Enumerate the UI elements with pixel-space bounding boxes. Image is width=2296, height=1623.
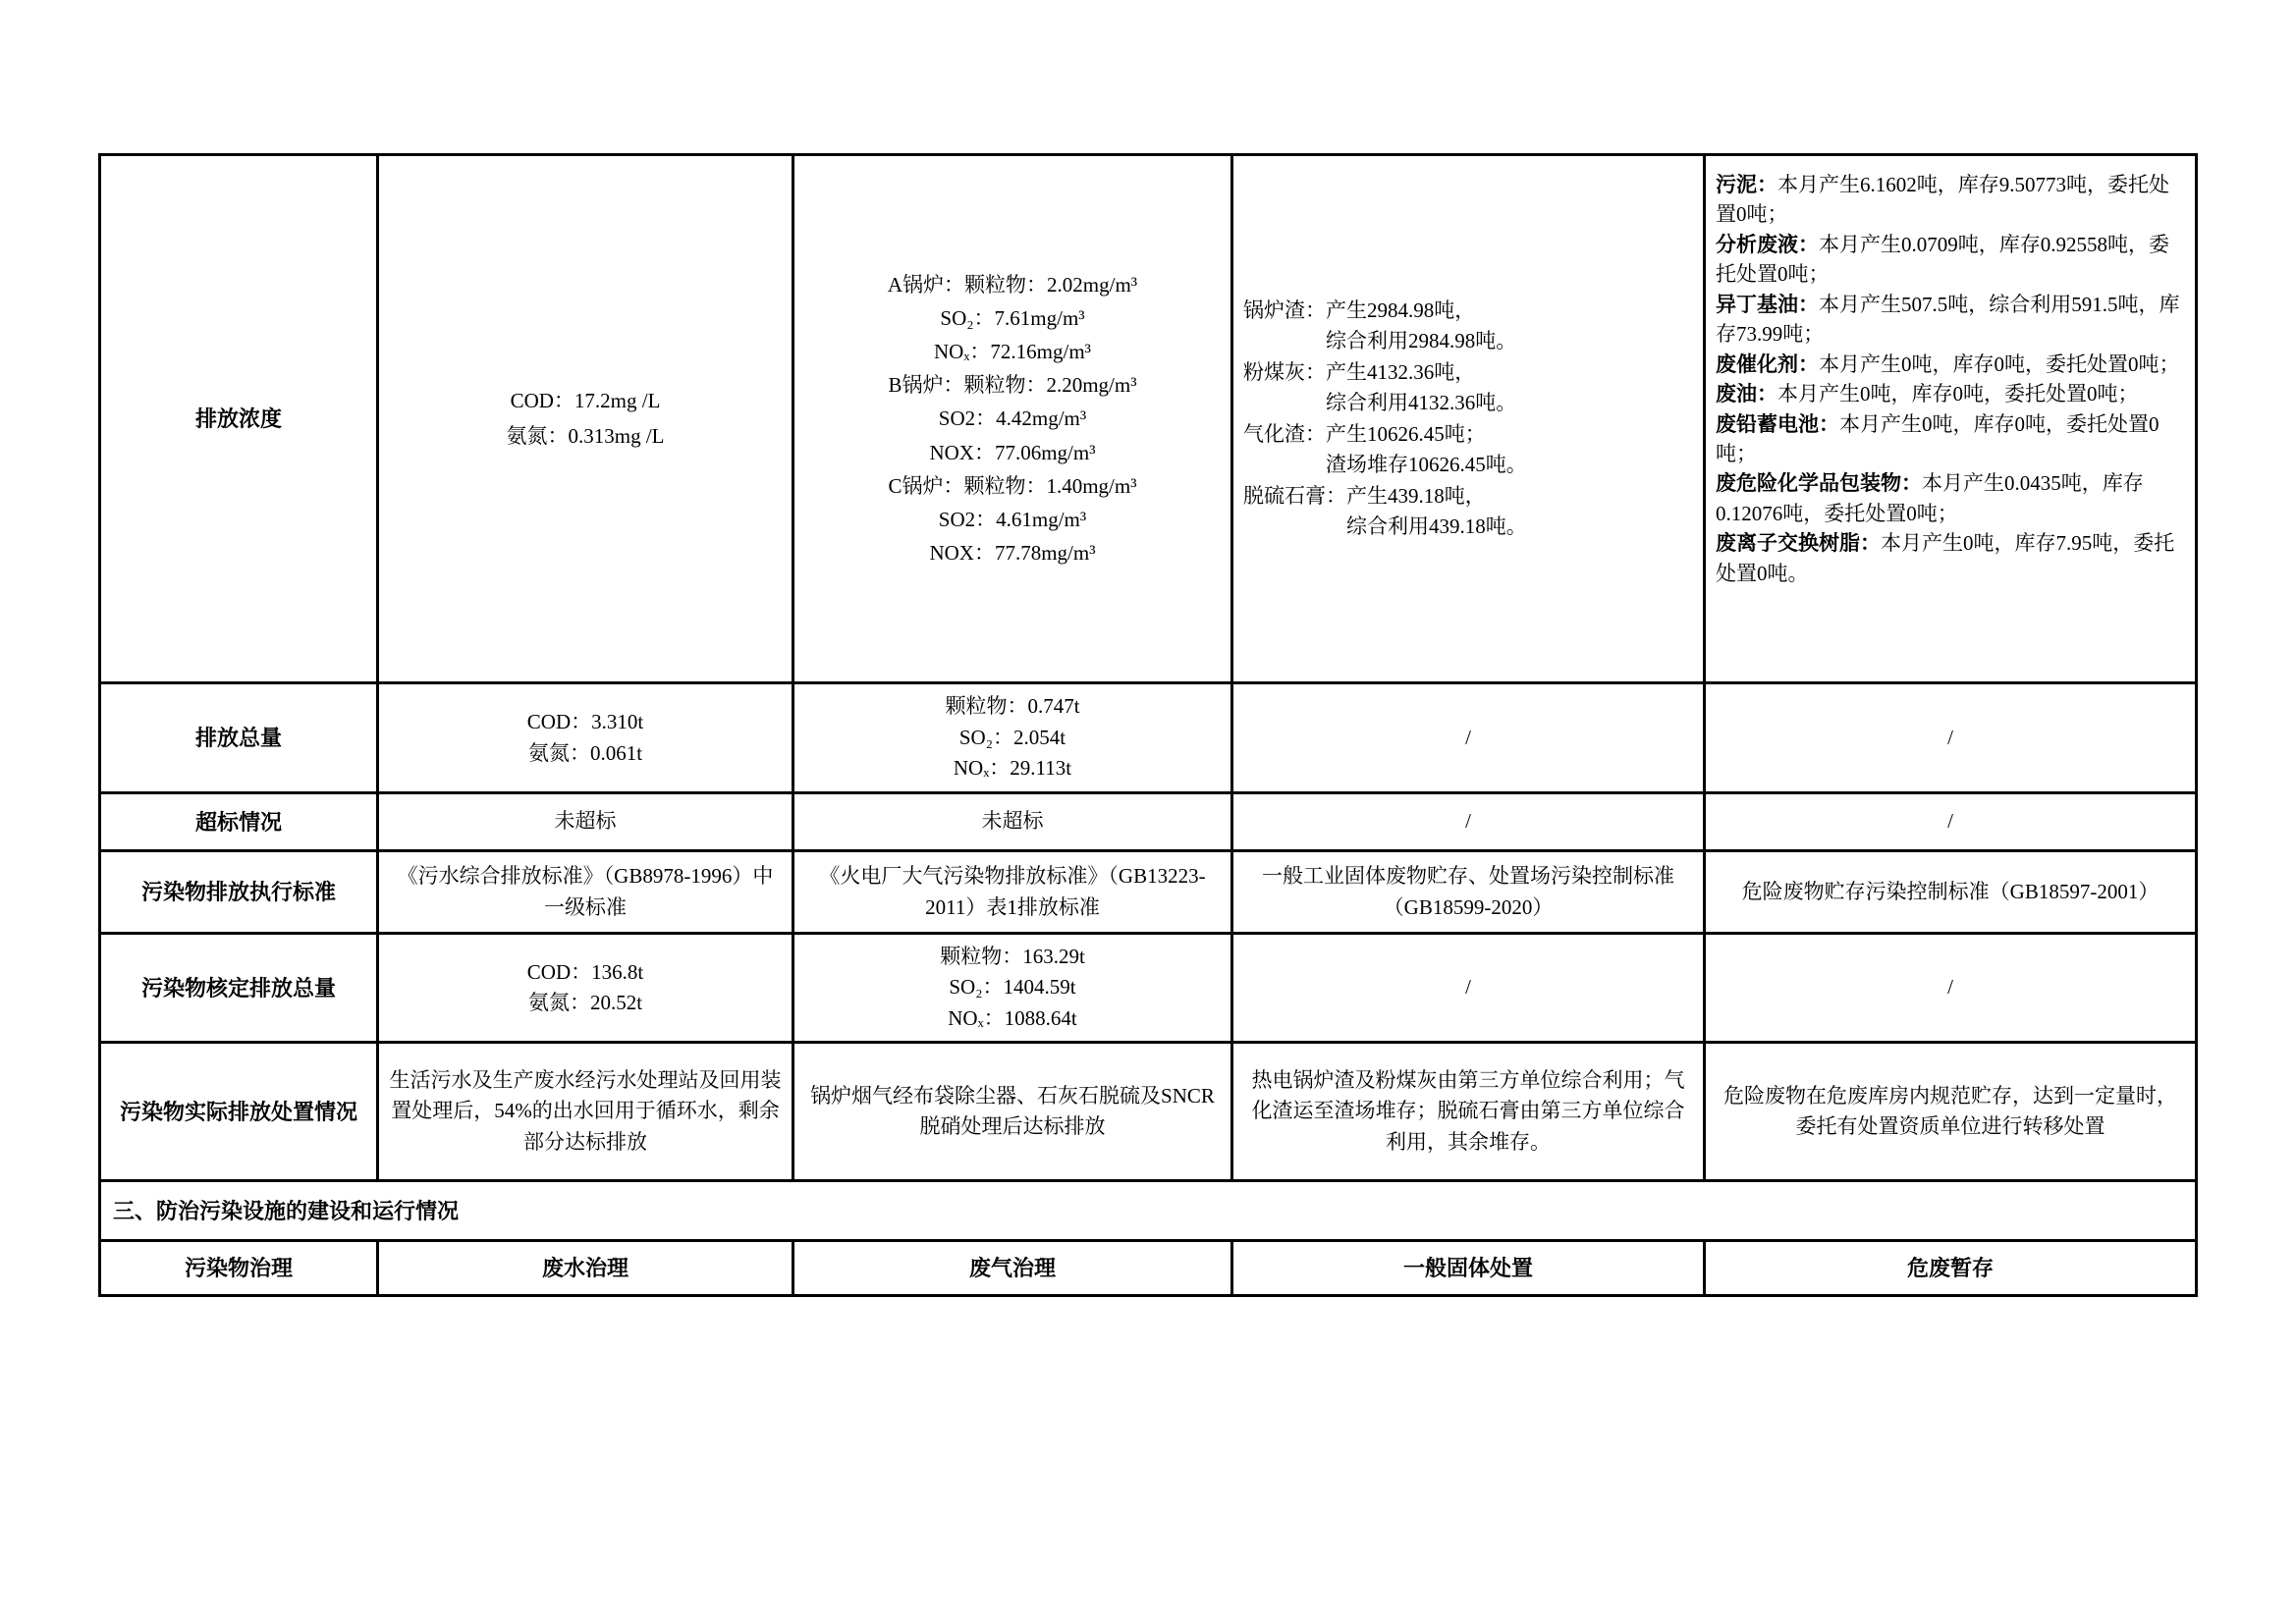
pollution-report-table [98,153,2198,1297]
text-line: 颗粒物：163.29t [940,944,1085,968]
row-label-emission-concentration: 排放浓度 [100,155,378,683]
text-line: SO2：4.61mg/m³ [938,507,1087,531]
solid-waste-item-line1: 产生4132.36吨， [1326,359,1476,384]
text-line: 氨氮：0.313mg /L [506,423,665,448]
text-line: 氨氮：20.52t [527,991,643,1014]
solid-waste-item [1243,419,1693,481]
solid-waste-item-line2: 综合利用4132.36吨。 [1326,391,1517,414]
solid-waste-item-line2: 综合利用439.18吨。 [1346,514,1527,538]
cell-concentration-hazardous-waste [1705,155,2197,683]
text-line: NOX：77.78mg/m³ [929,540,1096,565]
solid-waste-item-line1: 产生10626.45吨； [1326,421,1486,446]
hazardous-waste-item [1716,350,2185,379]
cell-standards-solid-waste: 一般工业固体废物贮存、处置场污染控制标准（GB18599-2020） [1232,851,1705,934]
solid-waste-item-line1: 产生2984.98吨， [1326,298,1476,322]
cell-concentration-solid-waste [1232,155,1705,683]
treatment-header-hazardous-storage: 危废暂存 [1705,1241,2197,1296]
treatment-header-flue-gas: 废气治理 [793,1241,1232,1296]
hazardous-waste-item [1716,379,2185,408]
hazardous-waste-item-text: 本月产生0.0435吨，库存0.12076吨，委托处置0吨； [1716,471,2144,525]
hazardous-waste-item-text: 本月产生0吨，库存0吨，委托处置0吨； [1819,352,2180,376]
cell-exceedance-solid-waste: / [1232,793,1705,851]
text-line: SO₂：7.61mg/m³ [940,306,1085,331]
row-emission-concentration [100,155,2197,683]
cell-total-flue-gas [793,683,1232,793]
hazardous-waste-item [1716,528,2185,588]
hazardous-waste-item-label: 废油： [1716,382,1777,406]
text-line: COD：136.8t [526,959,644,984]
row-emission-total [100,683,2197,793]
solid-waste-item-line2: 渣场堆存10626.45吨。 [1326,453,1527,476]
cell-disposal-wastewater: 生活污水及生产废水经污水处理站及回用装置处理后，54%的出水回用于循环水，剩余部分达标排放 [378,1043,793,1181]
row-actual-disposal [100,1043,2197,1181]
cell-disposal-hazardous-waste: 危险废物在危废库房内规范贮存，达到一定量时，委托有处置资质单位进行转移处置 [1705,1043,2197,1181]
row-label-emission-total: 排放总量 [100,683,378,793]
row-standards [100,851,2197,934]
solid-waste-item [1243,357,1693,419]
hazardous-waste-item-label: 废催化剂： [1716,352,1819,376]
hazardous-waste-item-text: 本月产生0.0709吨，库存0.92558吨，委托处置0吨； [1716,232,2169,287]
solid-waste-item [1243,481,1693,543]
section3-title: 三、防治污染设施的建设和运行情况 [100,1181,2197,1241]
hazardous-waste-item-text: 本月产生0吨，库存0吨，委托处置0吨； [1716,411,2159,465]
treatment-header-wastewater: 废水治理 [378,1241,793,1296]
row-treatment-header [100,1241,2197,1296]
hazardous-waste-item-text: 本月产生507.5吨，综合利用591.5吨，库存73.99吨； [1716,292,2180,347]
text-line: COD：3.310t [526,710,644,733]
hazardous-waste-item-label: 废离子交换树脂： [1716,531,1881,556]
treatment-header-pollutant: 污染物治理 [100,1241,378,1296]
hazardous-waste-item-label: 废铅蓄电池： [1716,411,1839,436]
row-label-actual-disposal: 污染物实际排放处置情况 [100,1043,378,1181]
cell-total-wastewater [378,683,793,793]
row-label-standards: 污染物排放执行标准 [100,851,378,934]
cell-standards-flue-gas: 《火电厂大气污染物排放标准》（GB13223-2011）表1排放标准 [793,851,1232,934]
text-line: NOₓ：29.113t [953,756,1072,781]
row-exceedance [100,793,2197,851]
solid-waste-item [1243,296,1693,357]
cell-standards-wastewater: 《污水综合排放标准》（GB8978-1996）中一级标准 [378,851,793,934]
cell-approved-flue-gas [793,934,1232,1043]
text-line: COD：17.2mg /L [510,388,661,412]
cell-exceedance-flue-gas: 未超标 [793,793,1232,851]
text-line: 氨氮：0.061t [527,740,643,765]
cell-disposal-solid-waste: 热电锅炉渣及粉煤灰由第三方单位综合利用；气化渣运至渣场堆存；脱硫石膏由第三方单位综合利用，其余堆存。 [1232,1043,1705,1181]
text-line: SO2：4.42mg/m³ [938,406,1087,431]
row-label-approved-total: 污染物核定排放总量 [100,934,378,1043]
hazardous-waste-item [1716,468,2185,528]
text-line: B锅炉：颗粒物：2.20mg/m³ [888,373,1137,398]
solid-waste-item-label: 锅炉渣： [1243,298,1326,322]
hazardous-waste-item-label: 异丁基油： [1716,292,1819,316]
text-line: SO₂：1404.59t [949,975,1076,1000]
solid-waste-item-label: 脱硫石膏： [1243,483,1346,508]
cell-concentration-flue-gas [793,155,1232,683]
cell-concentration-wastewater [378,155,793,683]
cell-approved-hazardous-waste: / [1705,934,2197,1043]
cell-exceedance-wastewater: 未超标 [378,793,793,851]
treatment-header-general-solid: 一般固体处置 [1232,1241,1705,1296]
solid-waste-item-label: 气化渣： [1243,421,1326,446]
row-label-exceedance: 超标情况 [100,793,378,851]
hazardous-waste-item [1716,290,2185,350]
cell-approved-solid-waste: / [1232,934,1705,1043]
cell-total-hazardous-waste: / [1705,683,2197,793]
row-approved-total [100,934,2197,1043]
hazardous-waste-item [1716,170,2185,230]
text-line: 颗粒物：0.747t [945,694,1080,719]
cell-disposal-flue-gas: 锅炉烟气经布袋除尘器、石灰石脱硫及SNCR脱硝处理后达标排放 [793,1043,1232,1181]
cell-exceedance-hazardous-waste: / [1705,793,2197,851]
hazardous-waste-item-label: 分析废液： [1716,232,1819,256]
text-line: NOₓ：1088.64t [948,1005,1077,1030]
hazardous-waste-item [1716,409,2185,469]
hazardous-waste-item [1716,230,2185,290]
solid-waste-item-line2: 综合利用2984.98吨。 [1326,329,1517,352]
cell-approved-wastewater [378,934,793,1043]
hazardous-waste-item-text: 本月产生6.1602吨，库存9.50773吨，委托处置0吨； [1716,173,2169,227]
row-section3-title [100,1181,2197,1241]
hazardous-waste-item-label: 污泥： [1716,173,1777,196]
solid-waste-item-line1: 产生439.18吨， [1346,483,1486,508]
hazardous-waste-item-text: 本月产生0吨，库存7.95吨，委托处置0吨。 [1716,531,2175,585]
text-line: SO₂：2.054t [958,725,1066,749]
text-line: C锅炉：颗粒物：1.40mg/m³ [888,473,1137,498]
solid-waste-item-label: 粉煤灰： [1243,359,1326,384]
cell-standards-hazardous-waste: 危险废物贮存污染控制标准（GB18597-2001） [1705,851,2197,934]
text-line: NOX：77.06mg/m³ [929,440,1096,464]
hazardous-waste-item-label: 废危险化学品包装物： [1716,471,1922,496]
text-line: A锅炉：颗粒物：2.02mg/m³ [887,273,1138,298]
cell-total-solid-waste: / [1232,683,1705,793]
hazardous-waste-item-text: 本月产生0吨，库存0吨，委托处置0吨； [1777,382,2139,406]
text-line: NOₓ：72.16mg/m³ [934,340,1091,364]
